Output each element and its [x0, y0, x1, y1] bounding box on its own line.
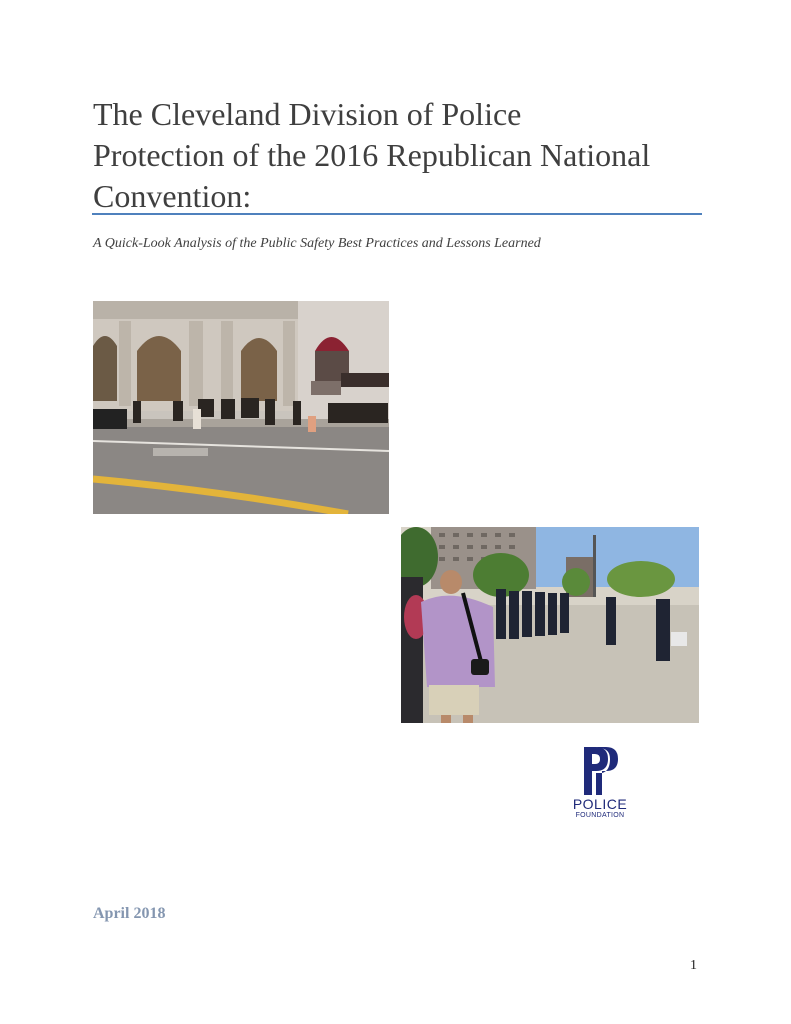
police-foundation-logo [568, 745, 632, 829]
logo-text-police: POLICE [572, 796, 628, 812]
title-line-2: Protection of the 2016 Republican National [93, 137, 651, 173]
title-line-1: The Cleveland Division of Police [93, 96, 522, 132]
title-line-3: Convention: [93, 178, 252, 214]
page-number: 1 [690, 958, 697, 973]
document-title [93, 94, 713, 217]
logo-text-foundation: FOUNDATION [575, 812, 625, 819]
photo-mounted-police [93, 301, 389, 514]
pf-monogram-icon [580, 745, 620, 797]
publication-date: April 2018 [93, 905, 166, 922]
photo-police-line [401, 527, 699, 723]
title-rule [92, 213, 702, 215]
document-subtitle: A Quick-Look Analysis of the Public Safety Best Practices and Lessons Learned [93, 236, 541, 251]
